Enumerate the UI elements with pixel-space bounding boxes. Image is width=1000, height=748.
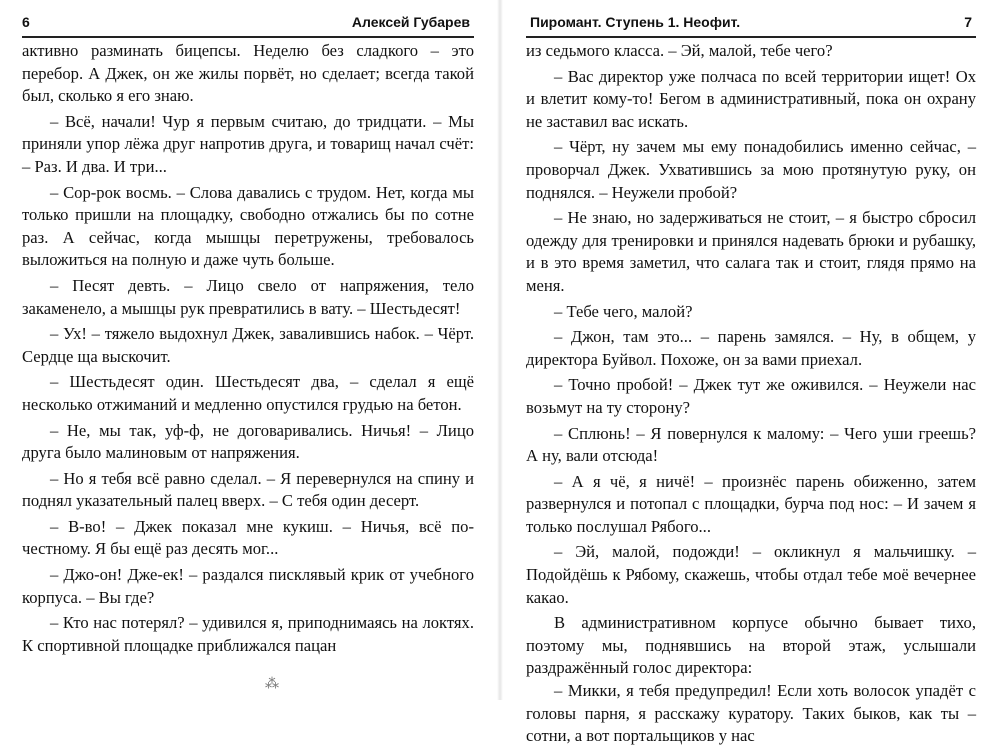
paragraph: из седьмого класса. – Эй, малой, тебе чего? [526, 41, 833, 60]
paragraph: – Джон, там это... – парень замялся. – Ну, в общем, у директора Буйвол. Похоже, он за вами приехал. [526, 327, 976, 369]
paragraph: – В-во! – Джек показал мне кукиш. – Ничья, всё по-честному. Я бы ещё раз десять мог... [22, 516, 474, 559]
paragraph: – Всё, начали! Чур я первым считаю, до тридцати. – Мы приняли упор лёжа друг напротив друга, и товарищ начал счёт: – Раз. И два. И три... [22, 111, 474, 176]
paragraph: – Ух! – тяжело выдохнул Джек, завалившись набок. – Чёрт. Сердце ща выскочит. [22, 324, 474, 366]
paragraph: – Не знаю, но задерживаться не стоит, – я быстро сбросил одежду для тренировки и принялся надевать брюки и рубашку, и в это время заметил, что салага так и стоит, глядя прямо на меня. [526, 208, 976, 295]
paragraph: – Не, мы так, уф-ф, не договаривались. Ничья! – Лицо друга было малиновым от напряжения. [22, 420, 474, 463]
paragraph: – Шестьдесят один. Шестьдесят два, – сделал я ещё несколько отжиманий и медленно опустился грудью на бетон. [22, 372, 474, 414]
paragraph: – Но я тебя всё равно сделал. – Я перевернулся на спину и поднял указательный палец вверх. – С тебя один десерт. [22, 468, 474, 511]
paragraph: – Микки, я тебя предупредил! Если хоть волосок упадёт с головы парня, я расскажу куратору. Таких быков, как ты – сотни, а вот портальщиков у нас [526, 681, 976, 746]
page-ornament: ⁂ [265, 677, 279, 692]
paragraph: активно разминать бицепсы. Неделю без сладкого – это перебор. А Джек, он же жилы порвёт, но сделает; всегда такой был, сколько я его знаю. [22, 41, 474, 106]
left-page [0, 0, 498, 700]
paragraph: – Джо-он! Дже-ек! – раздался писклявый крик от учебного корпуса. – Вы где? [22, 565, 474, 607]
paragraph: – Песят девть. – Лицо свело от напряжения, тело закаменело, а мышцы рук превратились в вату. – Шестьдесят! [22, 275, 474, 318]
paragraph: – Сплюнь! – Я повернулся к малому: – Чего уши греешь? А ну, вали отсюда! [526, 423, 976, 466]
right-running-head: Пиромант. Ступень 1. Неофит. [530, 14, 741, 30]
paragraph: В административном корпусе обычно бывает тихо, поэтому мы, поднявшись на второй этаж, услышали раздражённый голос директора: [526, 613, 976, 678]
paragraph: – Кто нас потерял? – удивился я, приподнимаясь на локтях. К спортивной площадке приближался пацан [22, 613, 474, 655]
right-page [502, 0, 1000, 746]
paragraph: – Чёрт, ну зачем мы ему понадобились именно сейчас, – проворчал Джек. Ухватившись за мою протянутую руку, он поднялся. – Неужели пробой? [526, 137, 976, 202]
left-body-text [22, 38, 474, 657]
left-running-head: Алексей Губарев [351, 14, 470, 30]
right-body-text [526, 38, 976, 748]
paragraph: – Тебе чего, малой? [554, 301, 693, 321]
right-page-number: 7 [964, 14, 972, 30]
paragraph: – А я чё, я ничё! – произнёс парень обиженно, затем развернулся и потопал с площадки, бурча под нос: – И зачем я только послушал Рябого... [526, 471, 976, 536]
right-running-header [526, 8, 976, 38]
paragraph: – Вас директор уже полчаса по всей территории ищет! Ох и влетит кому-то! Бегом в административный, пока он охрану не заставил вас искать. [526, 66, 976, 131]
paragraph: – Сор-рок восмь. – Слова давались с трудом. Нет, когда мы только пришли на площадку, свободно отжались бы по сотне раз. А сейчас, когда мышцы перетружены, требовалось выложиться на полную и даже чуть больше. [22, 182, 474, 270]
paragraph: – Эй, малой, подожди! – окликнул я мальчишку. – Подойдёшь к Рябому, скажешь, чтобы отдал тебе моё вечернее какао. [526, 542, 976, 607]
left-page-number: 6 [22, 14, 30, 30]
left-running-header [22, 8, 474, 38]
paragraph: – Точно пробой! – Джек тут же оживился. – Неужели нас возьмут на ту сторону? [526, 375, 976, 417]
